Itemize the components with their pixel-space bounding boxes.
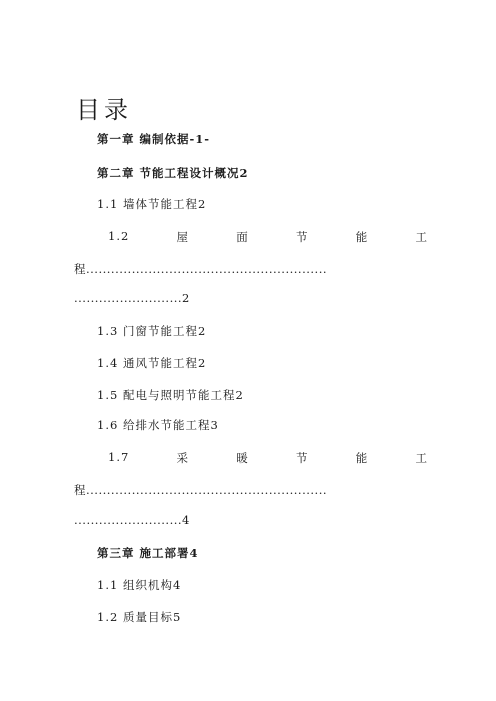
toc-section-roof-part: 1.2 [108,229,130,243]
toc-section-organization[interactable]: 1.1 组织机构4 [97,578,182,592]
toc-section-roof-page: ..........................2 [74,291,190,305]
toc-section-heating-part: 1.7 [108,450,130,464]
toc-title: 目录 [76,96,132,124]
toc-section-heating-part: 采 [176,451,190,465]
toc-section-roof-part: 工 [415,230,428,244]
toc-section-roof-part: 屋 [176,230,190,244]
toc-section-power-lighting[interactable]: 1.5 配电与照明节能工程2 [97,388,244,402]
toc-section-heating-page: ..........................4 [74,513,190,527]
toc-chapter-3[interactable]: 第三章 施工部署4 [97,546,199,560]
toc-section-roof-part: 节 [296,230,309,244]
toc-section-heating-part: 暖 [236,451,249,465]
toc-section-roof-part: 能 [355,230,369,244]
toc-section-water[interactable]: 1.6 给排水节能工程3 [97,418,219,432]
toc-section-ventilation[interactable]: 1.4 通风节能工程2 [97,356,207,370]
toc-section-roof-part: 面 [236,230,249,244]
toc-section-wall[interactable]: 1.1 墙体节能工程2 [97,197,207,211]
toc-section-heating-part: 节 [296,451,309,465]
toc-section-quality-goal[interactable]: 1.2 质量目标5 [97,610,182,624]
toc-section-heating-part: 工 [415,451,428,465]
toc-section-heating-part: 能 [355,451,369,465]
toc-section-roof[interactable] [108,229,428,245]
toc-chapter-2[interactable]: 第二章 节能工程设计概况2 [97,166,249,180]
toc-section-doors-windows[interactable]: 1.3 门窗节能工程2 [97,324,207,338]
toc-section-heating[interactable] [108,450,428,466]
toc-section-heating-leader: 程.......................................................... [74,483,328,497]
toc-chapter-1[interactable]: 第一章 编制依据-1- [97,132,211,146]
toc-section-roof-leader: 程.......................................................... [74,262,328,276]
